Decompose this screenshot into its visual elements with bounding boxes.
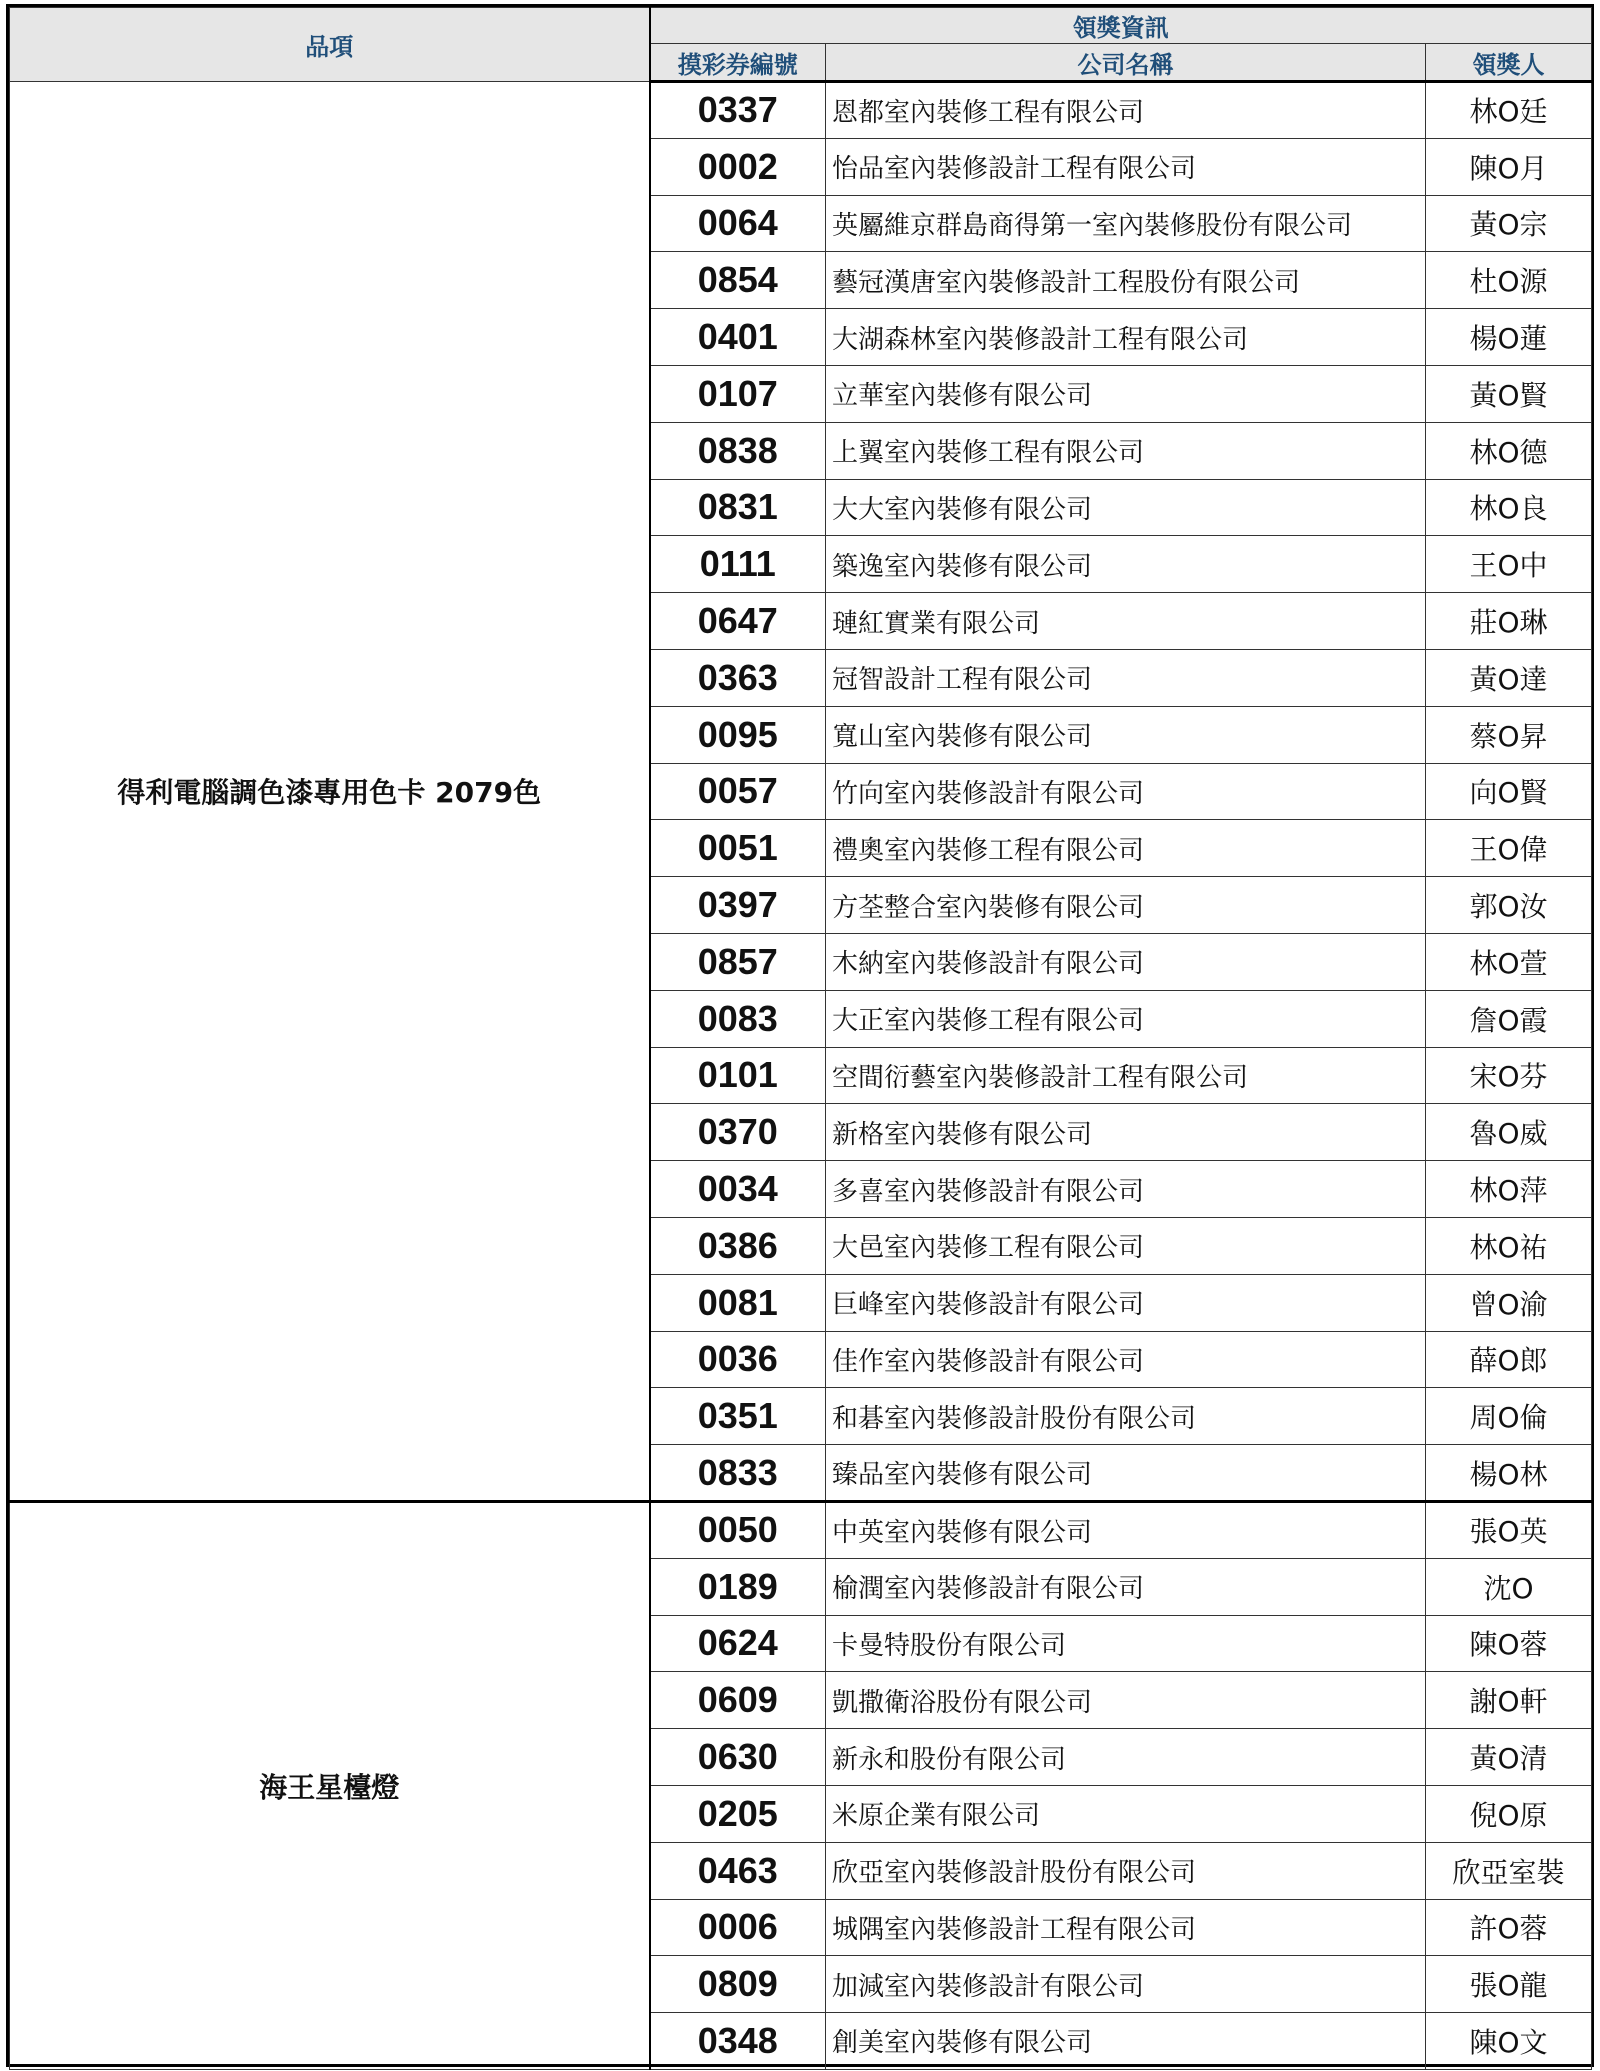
ticket-number: 0838 xyxy=(650,422,826,479)
company-name: 臻品室內裝修有限公司 xyxy=(826,1445,1426,1502)
ticket-number: 0083 xyxy=(650,990,826,1047)
ticket-number: 0854 xyxy=(650,252,826,309)
winner-name: 林O廷 xyxy=(1426,82,1592,139)
winner-name: 周O倫 xyxy=(1426,1388,1592,1445)
company-name: 立華室內裝修有限公司 xyxy=(826,365,1426,422)
company-name: 冠智設計工程有限公司 xyxy=(826,649,1426,706)
winner-name: 林O德 xyxy=(1426,422,1592,479)
company-name: 大湖森林室內裝修設計工程有限公司 xyxy=(826,309,1426,366)
company-name: 恩都室內裝修工程有限公司 xyxy=(826,82,1426,139)
winner-name: 林O萍 xyxy=(1426,1161,1592,1218)
company-name-header: 公司名稱 xyxy=(826,44,1426,82)
winner-name: 黃O達 xyxy=(1426,649,1592,706)
table-row xyxy=(10,1501,1592,1558)
ticket-number: 0095 xyxy=(650,706,826,763)
winner-name: 欣亞室裝 xyxy=(1426,1842,1592,1899)
ticket-number: 0397 xyxy=(650,877,826,934)
ticket-number: 0647 xyxy=(650,593,826,650)
ticket-number: 0348 xyxy=(650,2013,826,2070)
company-name: 加減室內裝修設計有限公司 xyxy=(826,1956,1426,2013)
ticket-number: 0809 xyxy=(650,1956,826,2013)
company-name: 欣亞室內裝修設計股份有限公司 xyxy=(826,1842,1426,1899)
ticket-number: 0111 xyxy=(650,536,826,593)
company-name: 中英室內裝修有限公司 xyxy=(826,1501,1426,1558)
winner-name: 魯O威 xyxy=(1426,1104,1592,1161)
ticket-number: 0401 xyxy=(650,309,826,366)
winner-name: 宋O芬 xyxy=(1426,1047,1592,1104)
ticket-number-header: 摸彩券編號 xyxy=(650,44,826,82)
ticket-number: 0006 xyxy=(650,1899,826,1956)
winner-name: 陳O文 xyxy=(1426,2013,1592,2070)
ticket-number: 0002 xyxy=(650,138,826,195)
winner-name: 林O良 xyxy=(1426,479,1592,536)
company-name: 禮奧室內裝修工程有限公司 xyxy=(826,820,1426,877)
ticket-number: 0050 xyxy=(650,1501,826,1558)
winner-name: 許O蓉 xyxy=(1426,1899,1592,1956)
winner-name: 陳O蓉 xyxy=(1426,1615,1592,1672)
ticket-number: 0189 xyxy=(650,1558,826,1615)
winner-name: 黃O宗 xyxy=(1426,195,1592,252)
ticket-number: 0034 xyxy=(650,1161,826,1218)
winner-name: 蔡O昇 xyxy=(1426,706,1592,763)
winner-name: 詹O霞 xyxy=(1426,990,1592,1047)
company-name: 藝冠漢唐室內裝修設計工程股份有限公司 xyxy=(826,252,1426,309)
winner-name: 王O中 xyxy=(1426,536,1592,593)
winner-name: 莊O琳 xyxy=(1426,593,1592,650)
ticket-number: 0624 xyxy=(650,1615,826,1672)
winner-header: 領獎人 xyxy=(1426,44,1592,82)
company-name: 上翼室內裝修工程有限公司 xyxy=(826,422,1426,479)
winner-name: 黃O賢 xyxy=(1426,365,1592,422)
company-name: 空間衍藝室內裝修設計工程有限公司 xyxy=(826,1047,1426,1104)
prize-info-header: 領獎資訊 xyxy=(650,8,1592,44)
ticket-number: 0101 xyxy=(650,1047,826,1104)
company-name: 方荃整合室內裝修有限公司 xyxy=(826,877,1426,934)
company-name: 米原企業有限公司 xyxy=(826,1785,1426,1842)
company-name: 寬山室內裝修有限公司 xyxy=(826,706,1426,763)
company-name: 和碁室內裝修設計股份有限公司 xyxy=(826,1388,1426,1445)
company-name: 凱撒衛浴股份有限公司 xyxy=(826,1672,1426,1729)
ticket-number: 0363 xyxy=(650,649,826,706)
table-body xyxy=(10,82,1592,2070)
company-name: 創美室內裝修有限公司 xyxy=(826,2013,1426,2070)
ticket-number: 0463 xyxy=(650,1842,826,1899)
company-name: 大邑室內裝修工程有限公司 xyxy=(826,1217,1426,1274)
winner-name: 張O英 xyxy=(1426,1501,1592,1558)
ticket-number: 0051 xyxy=(650,820,826,877)
prize-item-name: 海王星檯燈 xyxy=(10,1501,650,2069)
winner-name: 林O萱 xyxy=(1426,933,1592,990)
winner-name: 黃O清 xyxy=(1426,1729,1592,1786)
winner-name: 向O賢 xyxy=(1426,763,1592,820)
company-name: 大大室內裝修有限公司 xyxy=(826,479,1426,536)
ticket-number: 0036 xyxy=(650,1331,826,1388)
company-name: 英屬維京群島商得第一室內裝修股份有限公司 xyxy=(826,195,1426,252)
ticket-number: 0064 xyxy=(650,195,826,252)
company-name: 大正室內裝修工程有限公司 xyxy=(826,990,1426,1047)
winner-name: 王O偉 xyxy=(1426,820,1592,877)
company-name: 木納室內裝修設計有限公司 xyxy=(826,933,1426,990)
ticket-number: 0107 xyxy=(650,365,826,422)
company-name: 多喜室內裝修設計有限公司 xyxy=(826,1161,1426,1218)
winner-name: 曾O渝 xyxy=(1426,1274,1592,1331)
company-name: 榆潤室內裝修設計有限公司 xyxy=(826,1558,1426,1615)
company-name: 築逸室內裝修有限公司 xyxy=(826,536,1426,593)
winner-name: 沈O xyxy=(1426,1558,1592,1615)
winner-name: 郭O汝 xyxy=(1426,877,1592,934)
ticket-number: 0370 xyxy=(650,1104,826,1161)
winner-name: 林O祐 xyxy=(1426,1217,1592,1274)
ticket-number: 0630 xyxy=(650,1729,826,1786)
ticket-number: 0337 xyxy=(650,82,826,139)
ticket-number: 0833 xyxy=(650,1445,826,1502)
prize-item-name: 得利電腦調色漆專用色卡 2079色 xyxy=(10,82,650,1502)
ticket-number: 0386 xyxy=(650,1217,826,1274)
prize-table-sheet xyxy=(6,4,1594,2067)
winner-name: 杜O源 xyxy=(1426,252,1592,309)
item-column-header: 品項 xyxy=(10,8,650,82)
ticket-number: 0857 xyxy=(650,933,826,990)
winner-name: 薛O郎 xyxy=(1426,1331,1592,1388)
ticket-number: 0205 xyxy=(650,1785,826,1842)
company-name: 城隅室內裝修設計工程有限公司 xyxy=(826,1899,1426,1956)
company-name: 佳作室內裝修設計有限公司 xyxy=(826,1331,1426,1388)
winner-name: 倪O原 xyxy=(1426,1785,1592,1842)
winner-name: 謝O軒 xyxy=(1426,1672,1592,1729)
company-name: 璉紅實業有限公司 xyxy=(826,593,1426,650)
winner-name: 陳O月 xyxy=(1426,138,1592,195)
ticket-number: 0081 xyxy=(650,1274,826,1331)
company-name: 竹向室內裝修設計有限公司 xyxy=(826,763,1426,820)
company-name: 新格室內裝修有限公司 xyxy=(826,1104,1426,1161)
winner-name: 楊O蓮 xyxy=(1426,309,1592,366)
winner-name: 楊O林 xyxy=(1426,1445,1592,1502)
company-name: 怡品室內裝修設計工程有限公司 xyxy=(826,138,1426,195)
ticket-number: 0831 xyxy=(650,479,826,536)
table-row xyxy=(10,82,1592,139)
ticket-number: 0057 xyxy=(650,763,826,820)
company-name: 巨峰室內裝修設計有限公司 xyxy=(826,1274,1426,1331)
company-name: 新永和股份有限公司 xyxy=(826,1729,1426,1786)
company-name: 卡曼特股份有限公司 xyxy=(826,1615,1426,1672)
ticket-number: 0351 xyxy=(650,1388,826,1445)
winner-name: 張O龍 xyxy=(1426,1956,1592,2013)
ticket-number: 0609 xyxy=(650,1672,826,1729)
prize-winners-table xyxy=(9,7,1592,2070)
